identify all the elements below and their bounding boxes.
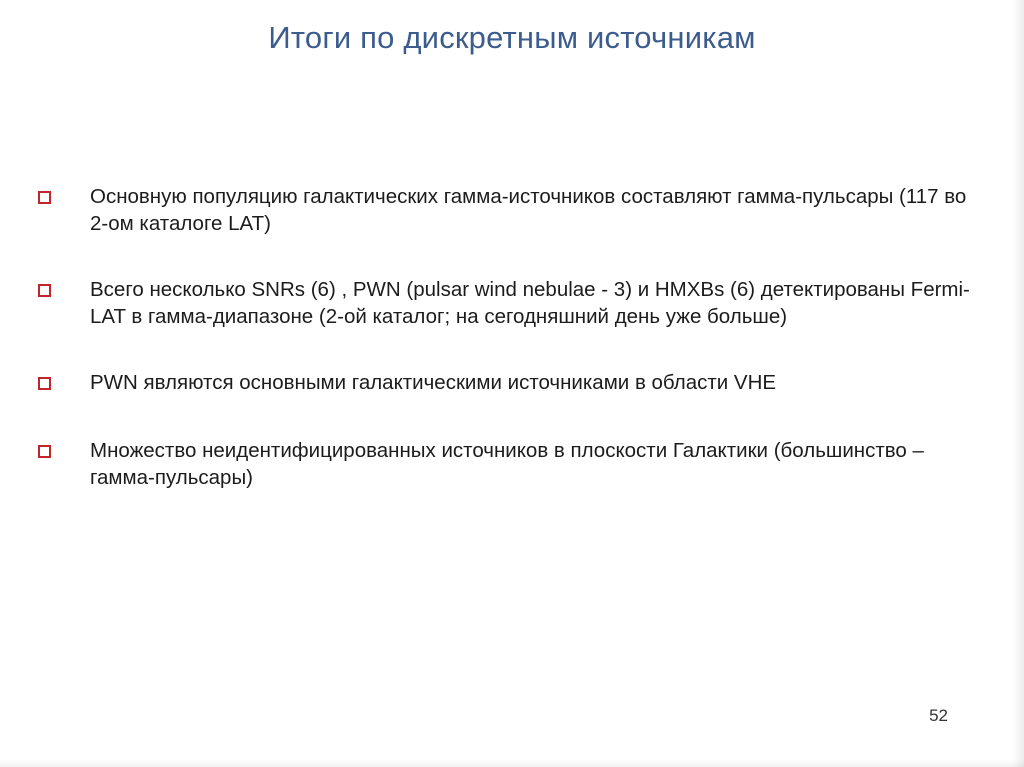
- slide-edge-shadow: [1012, 0, 1024, 767]
- square-outline-icon: [38, 445, 51, 458]
- bullet-list: [38, 183, 978, 530]
- square-outline-icon: [38, 377, 51, 390]
- bullet-text: Основную популяцию галактических гамма-источников составляют гамма-пульсары (117 во 2-ом каталоге LAT): [90, 185, 967, 235]
- bullet-item: [38, 437, 978, 491]
- slide-title: Итоги по дискретным источникам: [268, 20, 756, 55]
- bullet-text: PWN являются основными галактическими источниками в области VHE: [90, 371, 777, 394]
- bullet-item: [38, 276, 978, 330]
- square-outline-icon: [38, 191, 51, 204]
- square-outline-icon: [38, 284, 51, 297]
- bullet-text: Всего несколько SNRs (6) , PWN (pulsar wind nebulae - 3) и HMXBs (6) детектированы Fermi-LAT в гамма-диапазоне (2-ой каталог; на сегодняшний день уже больше): [90, 278, 970, 328]
- slide-bottom-shadow: [0, 759, 1024, 767]
- page-number: 52: [929, 706, 948, 725]
- bullet-item: [38, 369, 978, 396]
- bullet-text: Множество неидентифицированных источников в плоскости Галактики (большинство – гамма-пульсары): [90, 439, 924, 489]
- bullet-item: [38, 183, 978, 237]
